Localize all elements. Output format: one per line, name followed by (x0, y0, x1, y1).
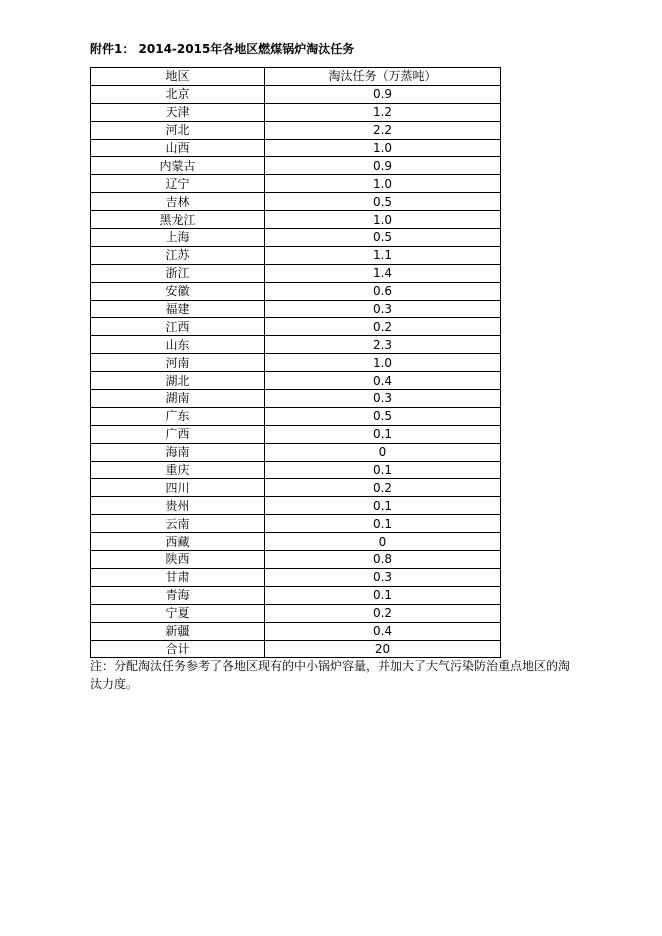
task-cell: 0.5 (265, 407, 501, 425)
table-row (91, 282, 501, 300)
header-region: 地区 (91, 68, 265, 86)
task-cell: 0.2 (265, 604, 501, 622)
table-row (91, 586, 501, 604)
task-cell: 0.8 (265, 551, 501, 569)
table-body (91, 85, 501, 658)
task-cell: 20 (265, 640, 501, 658)
table-row (91, 372, 501, 390)
table-row (91, 157, 501, 175)
region-cell: 福建 (91, 300, 265, 318)
task-cell: 2.3 (265, 336, 501, 354)
region-cell: 海南 (91, 443, 265, 461)
region-cell: 山西 (91, 139, 265, 157)
task-cell: 0.5 (265, 193, 501, 211)
table-row (91, 246, 501, 264)
task-cell: 0.9 (265, 85, 501, 103)
region-cell: 辽宁 (91, 175, 265, 193)
region-cell: 江苏 (91, 246, 265, 264)
table-row (91, 407, 501, 425)
task-cell: 0.2 (265, 479, 501, 497)
table-row (91, 443, 501, 461)
region-cell: 新疆 (91, 622, 265, 640)
region-cell: 贵州 (91, 497, 265, 515)
region-cell: 黑龙江 (91, 211, 265, 229)
table-row (91, 425, 501, 443)
region-cell: 甘肃 (91, 568, 265, 586)
footnote: 注：分配淘汰任务参考了各地区现有的中小锅炉容量，并加大了大气污染防治重点地区的淘汰力度。 (90, 659, 571, 691)
task-cell: 0.1 (265, 461, 501, 479)
region-cell: 重庆 (91, 461, 265, 479)
table-row (91, 461, 501, 479)
table-row (91, 354, 501, 372)
document-title: 附件1： 2014-2015年各地区燃煤锅炉淘汰任务 (90, 42, 355, 56)
task-cell: 0.9 (265, 157, 501, 175)
table-row (91, 479, 501, 497)
region-cell: 湖北 (91, 372, 265, 390)
table-row (91, 211, 501, 229)
table-row (91, 318, 501, 336)
region-cell: 北京 (91, 85, 265, 103)
table-row (91, 193, 501, 211)
task-cell: 0.3 (265, 390, 501, 408)
table-row (91, 264, 501, 282)
region-cell: 河南 (91, 354, 265, 372)
table-row (91, 85, 501, 103)
task-cell: 1.0 (265, 211, 501, 229)
table-row (91, 551, 501, 569)
region-cell: 西藏 (91, 533, 265, 551)
table-row (91, 515, 501, 533)
region-cell: 广东 (91, 407, 265, 425)
region-cell: 广西 (91, 425, 265, 443)
table-total-row (91, 640, 501, 658)
task-cell: 0.4 (265, 372, 501, 390)
region-cell: 陕西 (91, 551, 265, 569)
region-cell: 吉林 (91, 193, 265, 211)
table-row (91, 604, 501, 622)
table-row (91, 568, 501, 586)
task-cell: 1.4 (265, 264, 501, 282)
table-row (91, 390, 501, 408)
task-cell: 2.2 (265, 121, 501, 139)
task-cell: 0.6 (265, 282, 501, 300)
table-row (91, 497, 501, 515)
region-cell: 上海 (91, 229, 265, 247)
region-cell: 天津 (91, 103, 265, 121)
task-cell: 0.1 (265, 425, 501, 443)
region-cell: 江西 (91, 318, 265, 336)
task-cell: 0 (265, 533, 501, 551)
region-cell: 青海 (91, 586, 265, 604)
task-cell: 0.1 (265, 515, 501, 533)
region-cell: 四川 (91, 479, 265, 497)
table-row (91, 175, 501, 193)
table-row (91, 121, 501, 139)
region-cell: 河北 (91, 121, 265, 139)
table-row (91, 139, 501, 157)
task-cell: 1.0 (265, 139, 501, 157)
table-row (91, 103, 501, 121)
region-cell: 合计 (91, 640, 265, 658)
table-header-row (91, 68, 501, 86)
region-cell: 山东 (91, 336, 265, 354)
header-task: 淘汰任务（万蒸吨） (265, 68, 501, 86)
task-cell: 0.3 (265, 568, 501, 586)
region-cell: 内蒙古 (91, 157, 265, 175)
region-cell: 宁夏 (91, 604, 265, 622)
region-cell: 浙江 (91, 264, 265, 282)
region-cell: 安徽 (91, 282, 265, 300)
task-cell: 0.1 (265, 586, 501, 604)
region-cell: 云南 (91, 515, 265, 533)
task-cell: 1.1 (265, 246, 501, 264)
table-row (91, 336, 501, 354)
table-row (91, 229, 501, 247)
task-cell: 0.1 (265, 497, 501, 515)
table-row (91, 533, 501, 551)
table-row (91, 300, 501, 318)
task-cell: 1.0 (265, 175, 501, 193)
task-cell: 0.5 (265, 229, 501, 247)
task-cell: 0.3 (265, 300, 501, 318)
region-cell: 湖南 (91, 390, 265, 408)
task-cell: 1.2 (265, 103, 501, 121)
task-cell: 0 (265, 443, 501, 461)
task-cell: 1.0 (265, 354, 501, 372)
boiler-task-table (90, 67, 501, 658)
task-cell: 0.4 (265, 622, 501, 640)
task-cell: 0.2 (265, 318, 501, 336)
table-row (91, 622, 501, 640)
